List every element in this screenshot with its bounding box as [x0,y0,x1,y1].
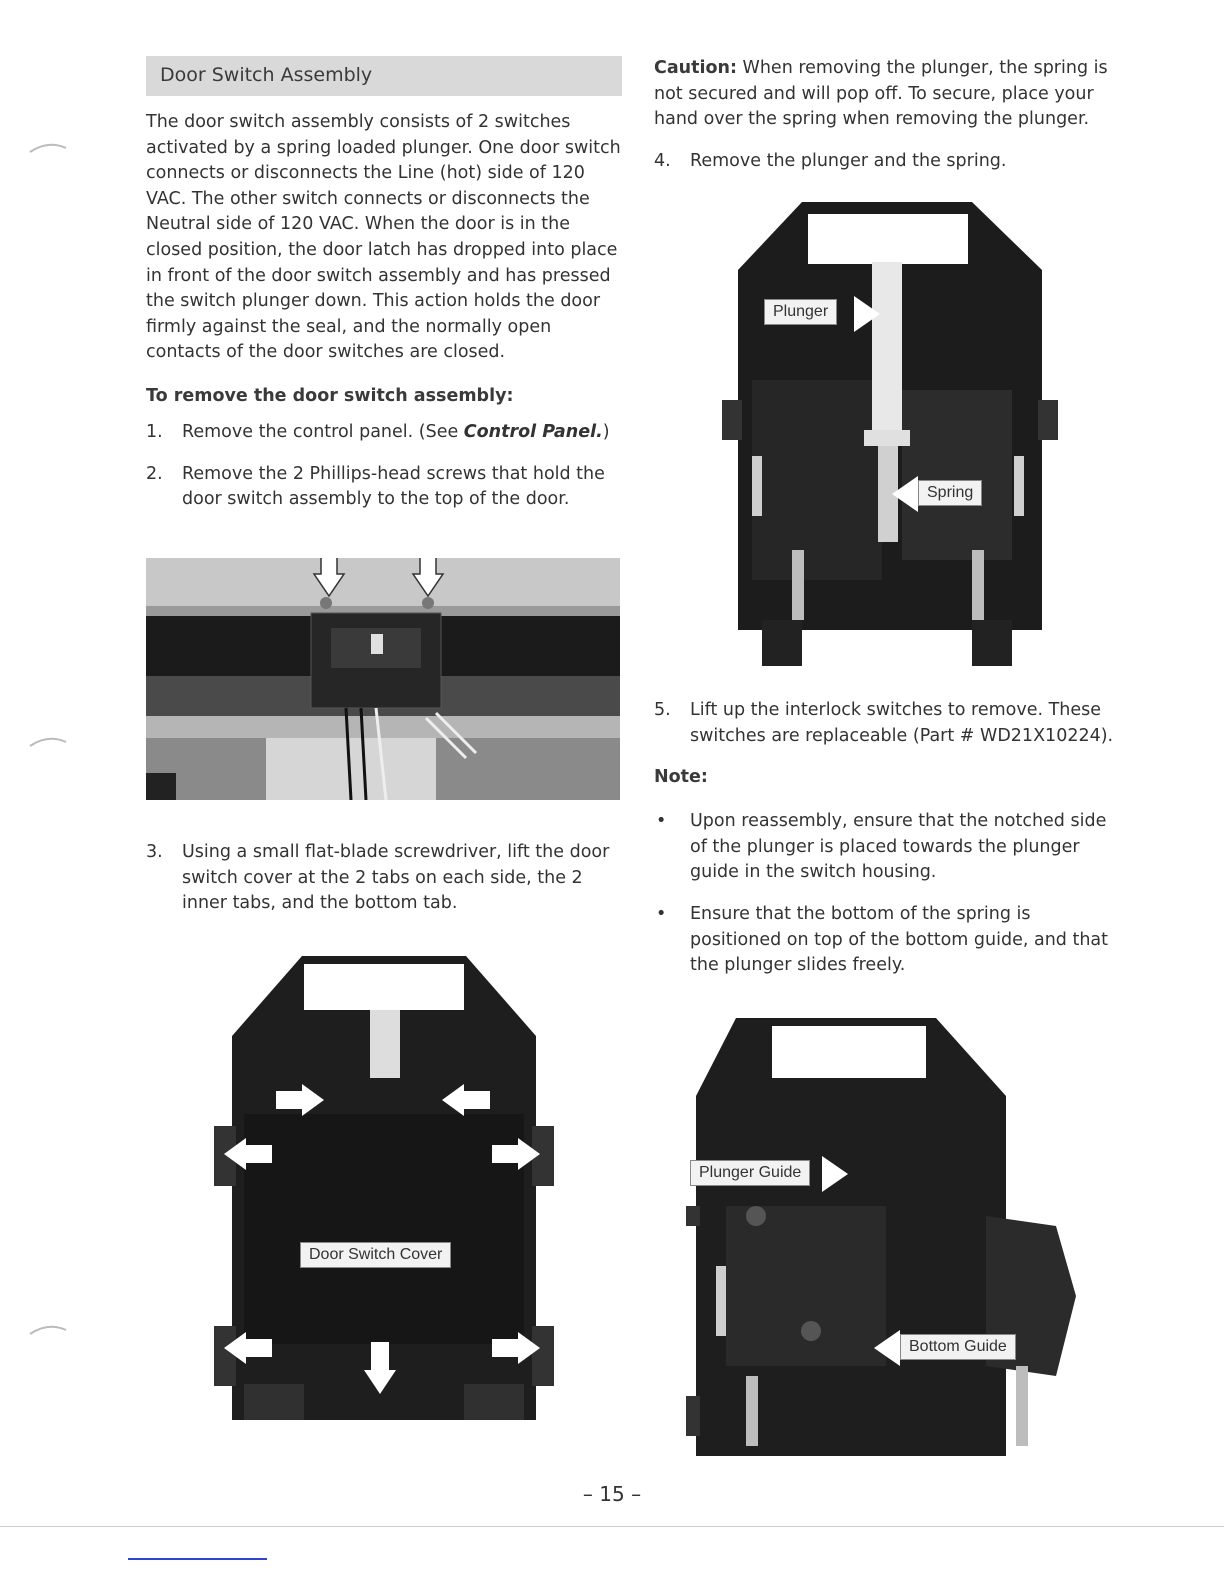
plunger-label: Plunger [764,299,837,325]
scan-mark-icon [28,1322,68,1336]
step-1 [146,420,622,446]
bottom-guide-label: Bottom Guide [900,1334,1016,1360]
door-top-photo [146,558,620,800]
step-5 [654,698,1124,749]
caution-label: Caution: [654,58,737,78]
arrow-left-icon [440,1082,492,1118]
arrow-left-icon [222,1330,274,1366]
note-text: Ensure that the bottom of the spring is positioned on top of the bottom guide, and that the plunger slides freely. [690,903,1109,976]
right-column-lower [654,698,1124,995]
spring-label: Spring [918,480,982,506]
arrow-right-icon [820,1154,850,1194]
step-3 [146,840,622,917]
step-text: Using a small flat-blade screwdriver, lift the door switch cover at the 2 tabs on each side, the 2 inner tabs, and the bottom tab. [182,842,610,914]
step-4 [654,149,1124,175]
step-number: 5. [654,700,671,720]
step-text: Lift up the interlock switches to remove. These switches are replaceable (Part # WD21X10224). [690,700,1114,746]
caution-paragraph: Caution: When removing the plunger, the spring is not secured and will pop off. To secure, place your hand over the spring when removing the plunger. [654,58,1108,130]
step-number: 3. [146,842,163,862]
arrow-right-icon [490,1330,542,1366]
arrow-right-icon [490,1136,542,1172]
door-switch-cover-photo [214,954,554,1420]
step-number: 1. [146,421,163,442]
arrow-left-icon [222,1136,274,1172]
note-1 [654,809,1124,886]
guides-image [686,1016,1090,1462]
arrow-right-icon [852,294,882,334]
note-heading: Note: [654,767,708,788]
intro-paragraph: The door switch assembly consists of 2 switches activated by a spring loaded plunger. One door switch connects or disconnects the Line (hot) side of 120 VAC. The other switch connects or disconnects the Neutral side of 120 VAC. When the door is in the closed position, the door latch has dropped into place in front of the door switch assembly and has pressed the switch plunger down. This action holds the door firmly against the seal, and the normally open contacts of the door switches are closed. [146,112,621,363]
scan-mark-icon [28,140,68,154]
arrow-down-icon [362,1340,398,1396]
section-title: Door Switch Assembly [146,56,622,96]
arrow-down-icon [411,558,445,600]
step-text: Remove the 2 Phillips-head screws that hold the door switch assembly to the top of the door. [182,463,605,510]
right-column [654,56,1124,190]
note-2 [654,902,1124,979]
footer-divider [0,1526,1224,1527]
remove-heading: To remove the door switch assembly: [146,385,514,406]
door-switch-cover-label: Door Switch Cover [300,1242,451,1268]
page-number: – 15 – [582,1482,642,1506]
plunger-guide-label: Plunger Guide [690,1160,810,1186]
arrow-left-icon [872,1328,902,1368]
arrow-right-icon [274,1082,326,1118]
left-column [146,56,622,529]
scan-mark-icon [28,734,68,748]
left-column-lower [146,840,622,933]
bullet-icon: • [656,903,667,924]
step-text: Remove the plunger and the spring. [690,150,1007,171]
blue-underline [128,1558,267,1560]
step-2 [146,462,622,513]
plunger-spring-photo [722,200,1058,666]
step-text: Remove the control panel. (See Control Panel.) [182,421,610,442]
bullet-icon: • [656,811,667,832]
door-top-image [146,558,620,800]
arrow-down-icon [312,558,346,600]
note-text: Upon reassembly, ensure that the notched side of the plunger is placed towards the plunger guide in the switch housing. [690,811,1107,883]
plunger-spring-image [722,200,1058,666]
guides-photo [686,1016,1090,1462]
control-panel-reference[interactable]: Control Panel. [463,421,603,442]
arrow-left-icon [890,474,920,514]
step-number: 4. [654,150,671,171]
step-number: 2. [146,463,163,484]
